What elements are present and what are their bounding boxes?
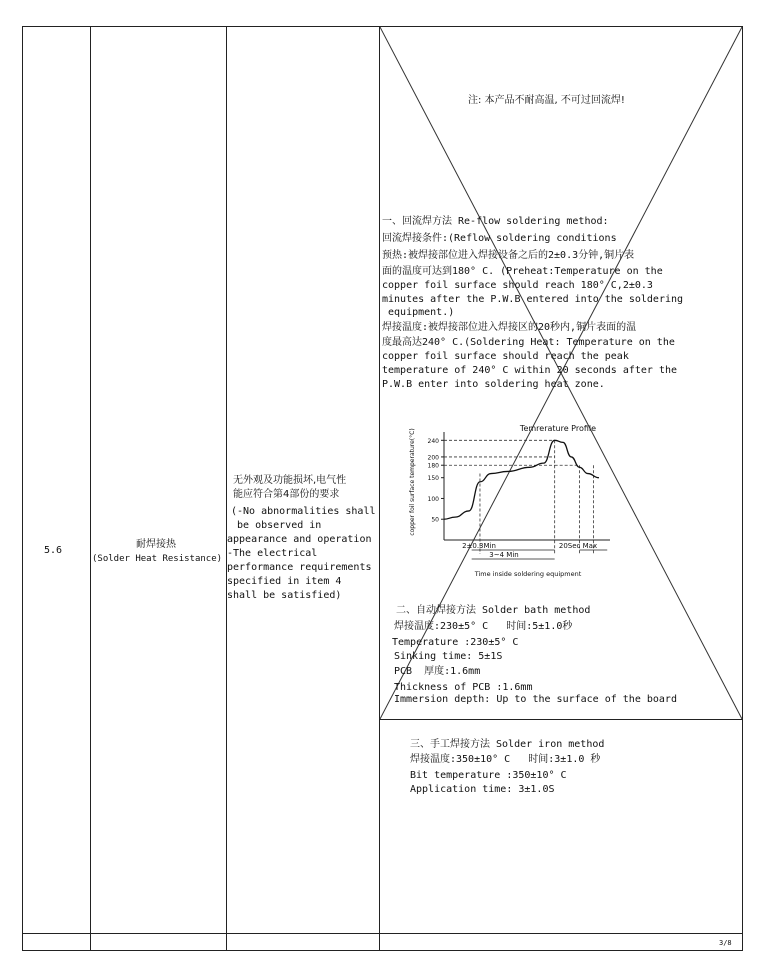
item-name-en: (Solder Heat Resistance) [92,554,223,564]
y-tick-label: 100 [427,495,439,503]
span-preheat-label: 2±0.3Min [462,542,496,550]
reflow-line: P.W.B enter into soldering heat zone. [382,379,605,390]
y-tick-label: 50 [431,516,439,524]
reflow-line: 回流焊接条件:(Reflow soldering conditions [382,233,617,244]
temperature-curve [444,440,599,519]
requirement-line: -The electrical [227,548,318,559]
item-number: 5.6 [44,545,63,556]
requirement-line: be observed in [231,520,322,531]
y-tick-label: 200 [427,454,439,462]
reflow-line: copper foil surface should reach 180° C,2±0.3 [382,280,653,291]
span-total-label: 3~4 Min [489,551,519,559]
reflow-line: 度最高达240° C.(Soldering Heat: Temperature on the [382,337,675,348]
requirement-line: shall be satisfied) [227,590,342,601]
chart-title: Temrerature Profile [519,424,597,433]
page-number: 3/8 [719,939,732,947]
reflow-line: 焊接温度:被焊接部位进入焊接区的20秒内,铜片表面的温 [382,322,637,333]
bath-heading: 二、自动焊接方法 Solder bath method [396,605,591,616]
y-tick-label: 240 [427,437,439,445]
requirement-line: (-No abnormalities shall [231,506,376,517]
reflow-line: copper foil surface should reach the peak [382,351,629,362]
reflow-line: 预热:被焊接部位进入焊接设备之后的2±0.3分钟,铜片表 [382,250,635,261]
iron-heading: 三、手工焊接方法 Solder iron method [410,739,605,750]
chart-y-label: copper foil surface temperature(°C) [409,428,416,536]
chart-x-label: Time inside soldering equipment [474,570,582,578]
reflow-line: equipment.) [382,307,455,318]
requirement-line: appearance and operation [227,534,372,545]
item-name-cn: 耐焊接热 [136,539,176,550]
reflow-heading: 一、回流焊方法 Re-flow soldering method: [382,216,609,227]
bath-line: Sinking time: 5±1S [394,651,503,662]
bath-line: Immersion depth: Up to the surface of the board [394,694,677,705]
notice-text: 注: 本产品不耐高温, 不可过回流焊! [468,95,625,106]
y-tick-label: 150 [427,475,439,483]
requirement-line: performance requirements [227,562,372,573]
requirement-line: specified in item 4 [227,576,342,587]
temperature-profile-chart [400,400,620,585]
span-peak-label: 20Sec Max [558,542,598,550]
bath-line: 焊接温度:230±5° C 时间:5±1.0秒 [394,621,573,632]
bath-line: Thickness of PCB :1.6mm [394,682,533,693]
iron-line: 焊接温度:350±10° C 时间:3±1.0 秒 [410,754,601,765]
requirement-line: 能应符合第4部份的要求 [233,489,340,500]
y-tick-label: 180 [427,462,439,470]
reflow-line: minutes after the P.W.B entered into the soldering [382,294,684,305]
requirement-line: 无外观及功能损坏,电气性 [233,475,347,486]
iron-line: Application time: 3±1.0S [410,784,555,795]
reflow-line: temperature of 240° C within 20 seconds after the [382,365,678,376]
iron-line: Bit temperature :350±10° C [410,770,567,781]
bath-line: PCB 厚度:1.6mm [394,666,481,677]
reflow-line: 面的温度可达到180° C. (Preheat:Temperature on the [382,266,663,277]
bath-line: Temperature :230±5° C [392,637,519,648]
